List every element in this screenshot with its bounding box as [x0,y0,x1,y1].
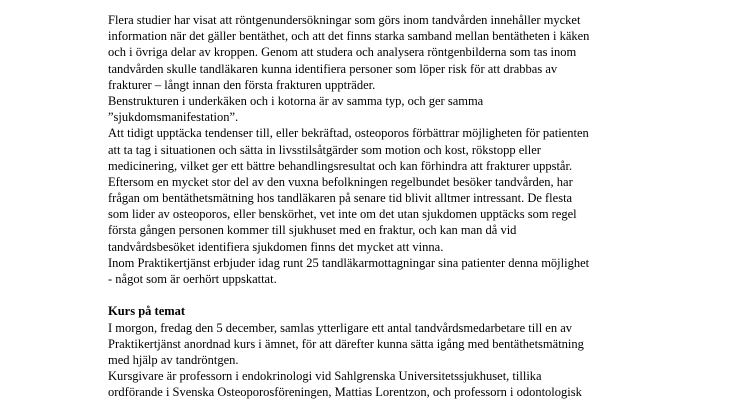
paragraph [108,12,668,93]
text-line: Kursgivare är professorn i endokrinologi vid Sahlgrenska Universitetssjukhuset, tillika [108,369,542,384]
section-heading: Kurs på temat [108,304,186,319]
text-line: Praktikertjänst anordnad kurs i ämnet, för att därefter kunna sätta igång med bentäthetsmätning [108,336,584,351]
text-line: frågan om bentäthetsmätning hos tandläkaren på senare tid blivit alltmer intressant. De flesta [108,191,573,206]
intro-section [108,12,668,287]
paragraph [108,368,668,400]
course-section [108,303,668,400]
paragraph [108,93,668,125]
text-line: Eftersom en mycket stor del av den vuxna befolkningen regelbundet besöker tandvården, har [108,174,573,189]
text-line: tandvården skulle tandläkaren kunna identifiera personer som löper risk för att drabbas av [108,61,558,76]
text-line: ”sjukdomsmanifestation”. [108,110,239,125]
text-line: Inom Praktikertjänst erbjuder idag runt 25 tandläkarmottagningar sina patienter denna möjlighet [108,255,590,270]
text-line: tandvårdsbesöket identifiera sjukdomen finns det mycket att vinna. [108,239,444,254]
text-line: Flera studier har visat att röntgenundersökningar som görs inom tandvården innehåller mycket [108,13,581,27]
text-line: att ta tag i situationen och sätta in livsstilsåtgärder som motion och kost, rökstopp eller [108,142,541,157]
text-line: och i övriga delar av kroppen. Genom att studera och analysera röntgenbilderna som tas inom [108,45,577,60]
paragraph [108,125,668,174]
text-line: information när det gäller bentäthet, och att det finns starka samband mellan bentätheten i käken [108,29,590,44]
paragraph [108,320,668,369]
paragraph [108,255,668,287]
text-line: med hjälp av tandröntgen. [108,352,239,367]
text-line: I morgon, fredag den 5 december, samlas ytterligare ett antal tandvårdsmedarbetare till en av [108,320,573,335]
text-line: - något som är oerhört uppskattat. [108,272,277,286]
text-line: medicinering, vilket ger ett bättre behandlingsresultat och kan förhindra att frakturer uppstår. [108,158,573,173]
document-page [108,12,668,401]
text-line: Att tidigt upptäcka tendenser till, eller bekräftad, osteoporos förbättrar möjligheten för patienten [108,126,589,141]
text-line: första gången personen kommer till sjukhuset med en fraktur, och kan man då vid [108,223,517,238]
text-line: Benstrukturen i underkäken och i kotorna är av samma typ, och ger samma [108,93,484,108]
text-line: ordförande i Svenska Osteoporosföreningen, Mattias Lorentzon, och professorn i odontologisk [108,385,582,400]
text-line: frakturer – långt innan den första frakturen uppträder. [108,77,376,92]
paragraph [108,174,668,255]
paragraph-spacer [108,287,668,303]
text-line: som lider av osteoporos, eller benskörhet, vet inte om det utan sjukdomen upptäcks som regel [108,207,577,222]
